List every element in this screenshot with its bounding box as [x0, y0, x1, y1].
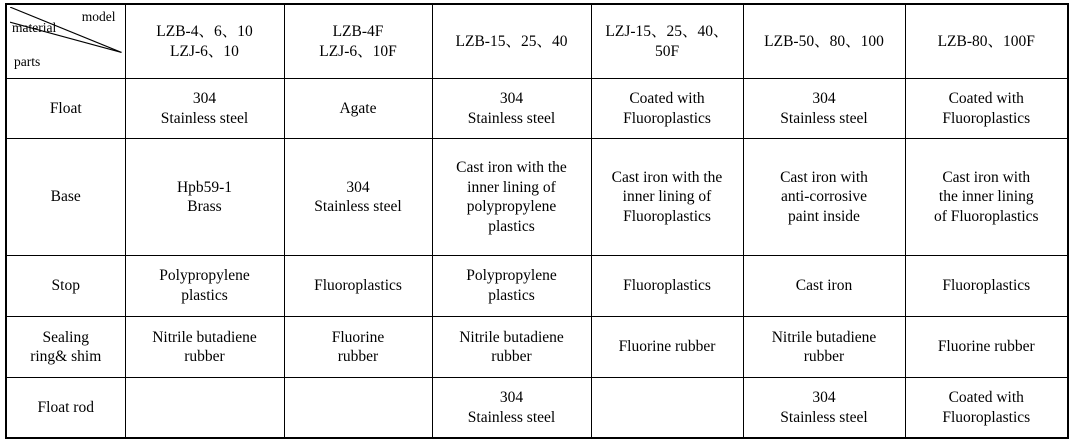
- table-cell: [905, 255, 1068, 316]
- cell-line: Agate: [339, 100, 377, 118]
- table-cell: [284, 378, 432, 438]
- column-header-4: [743, 4, 905, 79]
- cell-line: Fluoroplastics: [942, 408, 1031, 426]
- cell-line: rubber: [491, 348, 532, 366]
- cell-line: Coated with: [629, 90, 705, 108]
- table-row: [6, 378, 1068, 438]
- table-cell: [125, 139, 284, 255]
- cell-line: 304: [346, 178, 370, 196]
- table-row: [6, 255, 1068, 316]
- cell-line: rubber: [184, 348, 225, 366]
- cell-line: Stainless steel: [780, 408, 868, 426]
- cell-line: Stainless steel: [467, 109, 556, 127]
- cell-line: LZJ-15、25、40、: [605, 23, 729, 41]
- cell-line: Fluoroplastics: [942, 277, 1031, 295]
- cell-line: paint inside: [788, 207, 860, 225]
- cell-line: Fluorine: [331, 328, 385, 346]
- cell-line: inner lining of: [467, 178, 556, 196]
- cell-line: Nitrile butadiene: [771, 328, 877, 346]
- cell-line: Nitrile butadiene: [152, 328, 257, 346]
- table-cell: [284, 79, 432, 139]
- cell-line: Stainless steel: [314, 198, 402, 216]
- table-cell: [591, 139, 743, 255]
- cell-line: 304: [499, 90, 524, 108]
- table-cell: [591, 79, 743, 139]
- cell-line: Polypropylene: [466, 267, 557, 285]
- cell-line: Fluorine rubber: [618, 338, 716, 356]
- table-cell: [432, 316, 591, 377]
- cell-line: rubber: [803, 348, 845, 366]
- column-header-1: [284, 4, 432, 79]
- cell-line: polypropylene: [466, 198, 557, 216]
- cell-line: Cast iron with: [942, 168, 1031, 186]
- cell-line: Hpb59-1: [176, 178, 233, 196]
- table-cell: [432, 378, 591, 438]
- cell-line: Polypropylene: [159, 267, 250, 285]
- cell-line: Fluoroplastics: [623, 207, 711, 225]
- table-cell: [432, 79, 591, 139]
- cell-line: LZJ-6、10: [170, 42, 239, 60]
- table-cell: [743, 378, 905, 438]
- table-row: [6, 79, 1068, 139]
- row-label: Stop: [6, 255, 125, 316]
- cell-line: 304: [192, 90, 217, 108]
- cell-line: 50F: [654, 42, 680, 60]
- cell-line: Brass: [187, 198, 222, 216]
- table-cell: [432, 139, 591, 255]
- material-specification-table: [5, 3, 1069, 439]
- cell-line: Nitrile butadiene: [459, 328, 564, 346]
- cell-line: Cast iron: [795, 277, 853, 295]
- cell-line: anti-corrosive: [780, 188, 868, 206]
- table-cell: [125, 378, 284, 438]
- cell-line: LZB-15、25、40: [455, 32, 568, 50]
- table-row: [6, 316, 1068, 377]
- column-header-0: [125, 4, 284, 79]
- table-body: [6, 4, 1068, 438]
- cell-line: Stainless steel: [467, 408, 556, 426]
- table-row: [6, 139, 1068, 255]
- table-cell: [591, 378, 743, 438]
- column-header-3: [591, 4, 743, 79]
- table-cell: [905, 378, 1068, 438]
- cell-line: Fluoroplastics: [623, 109, 711, 127]
- cell-line: Stainless steel: [780, 109, 868, 127]
- cell-line: Coated with: [948, 389, 1024, 407]
- cell-line: LZJ-6、10F: [319, 42, 397, 60]
- table-cell: [743, 79, 905, 139]
- row-label: Float rod: [6, 378, 125, 438]
- cell-line: Coated with: [948, 90, 1024, 108]
- cell-line: 304: [499, 389, 524, 407]
- cell-line: LZB-80、100F: [937, 32, 1035, 50]
- table-cell: [743, 139, 905, 255]
- cell-line: plastics: [488, 286, 535, 304]
- cell-line: Fluoroplastics: [942, 109, 1031, 127]
- cell-line: LZB-4F: [332, 23, 384, 41]
- row-label: Base: [6, 139, 125, 255]
- cell-line: Cast iron with the: [611, 168, 723, 186]
- corner-label-material: material: [12, 20, 57, 35]
- column-header-5: [905, 4, 1068, 79]
- cell-line: plastics: [181, 286, 228, 304]
- cell-line: rubber: [337, 348, 379, 366]
- cell-line: Cast iron with: [780, 168, 868, 186]
- table-cell: [432, 255, 591, 316]
- cell-line: 304: [812, 389, 836, 407]
- cell-line: Fluorine rubber: [937, 338, 1035, 356]
- cell-line: plastics: [488, 217, 535, 235]
- cell-line: Cast iron with the: [456, 159, 567, 177]
- table-cell: [125, 79, 284, 139]
- table-cell: [284, 139, 432, 255]
- table-header-row: [6, 4, 1068, 79]
- table-cell: [743, 316, 905, 377]
- column-header-2: [432, 4, 591, 79]
- row-label: [6, 316, 125, 377]
- cell-line: LZB-4、6、10: [156, 23, 253, 41]
- table-cell: [905, 316, 1068, 377]
- table-cell: [905, 139, 1068, 255]
- table-cell: [125, 255, 284, 316]
- table-cell: [284, 255, 432, 316]
- table-cell: [284, 316, 432, 377]
- corner-label-model: model: [81, 9, 116, 24]
- row-label: Float: [6, 79, 125, 139]
- cell-line: Sealing: [42, 328, 89, 346]
- cell-line: Stainless steel: [160, 109, 249, 127]
- cell-line: of Fluoroplastics: [933, 207, 1039, 225]
- cell-line: inner lining of: [622, 188, 712, 206]
- cell-line: 304: [812, 90, 836, 108]
- corner-header-cell: [6, 4, 125, 79]
- table-cell: [905, 79, 1068, 139]
- table-cell: [591, 316, 743, 377]
- table-cell: [743, 255, 905, 316]
- cell-line: LZB-50、80、100: [764, 32, 884, 50]
- cell-line: the inner lining: [938, 188, 1034, 206]
- cell-line: Fluoroplastics: [314, 277, 402, 295]
- cell-line: Fluoroplastics: [623, 277, 711, 295]
- cell-line: ring& shim: [30, 348, 102, 366]
- corner-label-parts: parts: [14, 54, 41, 70]
- table-cell: [591, 255, 743, 316]
- table-cell: [125, 316, 284, 377]
